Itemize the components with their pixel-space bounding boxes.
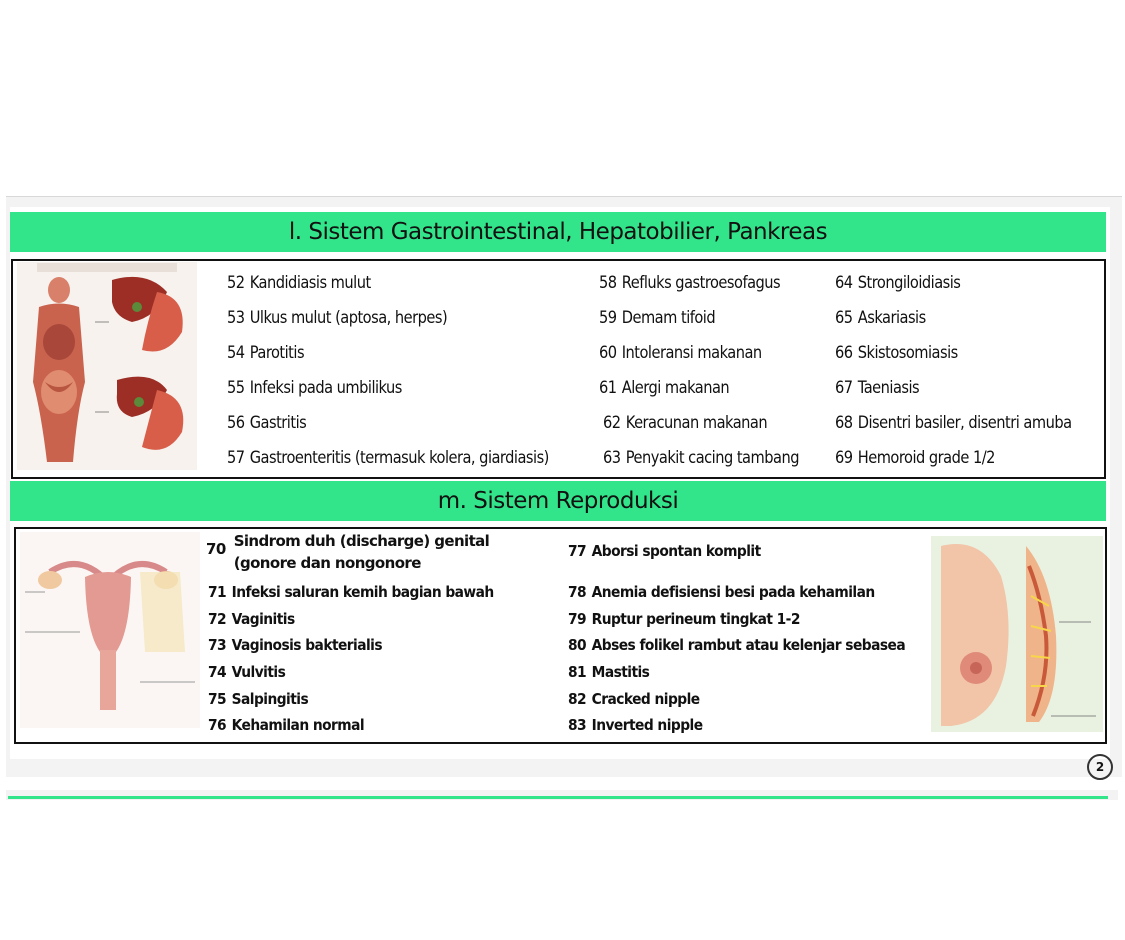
female-reproductive-illustration (20, 532, 200, 728)
list-item: 80 Abses folikel rambut atau kelenjar sebasea (568, 636, 906, 654)
list-item: 81 Mastitis (568, 663, 650, 681)
list-item: 82 Cracked nipple (568, 690, 700, 708)
list-item: 52 Kandidiasis mulut (227, 273, 371, 293)
list-item: 69 Hemoroid grade 1/2 (835, 448, 995, 468)
digestive-system-illustration (17, 262, 197, 470)
list-item: 54 Parotitis (227, 343, 305, 363)
list-item: 63 Penyakit cacing tambang (603, 448, 799, 468)
list-item: 66 Skistosomiasis (835, 343, 958, 363)
list-item: 76 Kehamilan normal (208, 716, 365, 734)
list-item: 68 Disentri basiler, disentri amuba (835, 413, 1072, 433)
list-item: 55 Infeksi pada umbilikus (227, 378, 402, 398)
list-item: 73 Vaginosis bakterialis (208, 636, 383, 654)
section-m-title: m. Sistem Reproduksi (10, 481, 1106, 521)
list-item: 71 Infeksi saluran kemih bagian bawah (208, 583, 494, 601)
page-number-badge: 2 (1087, 754, 1113, 780)
list-item: 61 Alergi makanan (599, 378, 730, 398)
list-item: 78 Anemia defisiensi besi pada kehamilan (568, 583, 875, 601)
list-item: 65 Askariasis (835, 308, 926, 328)
list-item: 83 Inverted nipple (568, 716, 703, 734)
list-item: 70 Sindrom duh (discharge) genital (gonore dan nongonore (206, 532, 490, 572)
list-item: 72 Vaginitis (208, 610, 295, 628)
list-item: 64 Strongiloidiasis (835, 273, 961, 293)
list-item: 62 Keracunan makanan (603, 413, 768, 433)
list-item: 59 Demam tifoid (599, 308, 716, 328)
breast-anatomy-illustration (931, 536, 1103, 732)
next-slide-banner (8, 796, 1108, 799)
list-item: 77 Aborsi spontan komplit (568, 542, 761, 560)
list-item: 53 Ulkus mulut (aptosa, herpes) (227, 308, 448, 328)
list-item: 67 Taeniasis (835, 378, 920, 398)
list-item: 75 Salpingitis (208, 690, 309, 708)
list-item: 56 Gastritis (227, 413, 307, 433)
section-l-title: l. Sistem Gastrointestinal, Hepatobilier, Pankreas (10, 212, 1106, 252)
list-item: 60 Intoleransi makanan (599, 343, 762, 363)
list-item: 74 Vulvitis (208, 663, 286, 681)
list-item: 57 Gastroenteritis (termasuk kolera, giardiasis) (227, 448, 549, 468)
list-item: 58 Refluks gastroesofagus (599, 273, 781, 293)
list-item: 79 Ruptur perineum tingkat 1-2 (568, 610, 800, 628)
